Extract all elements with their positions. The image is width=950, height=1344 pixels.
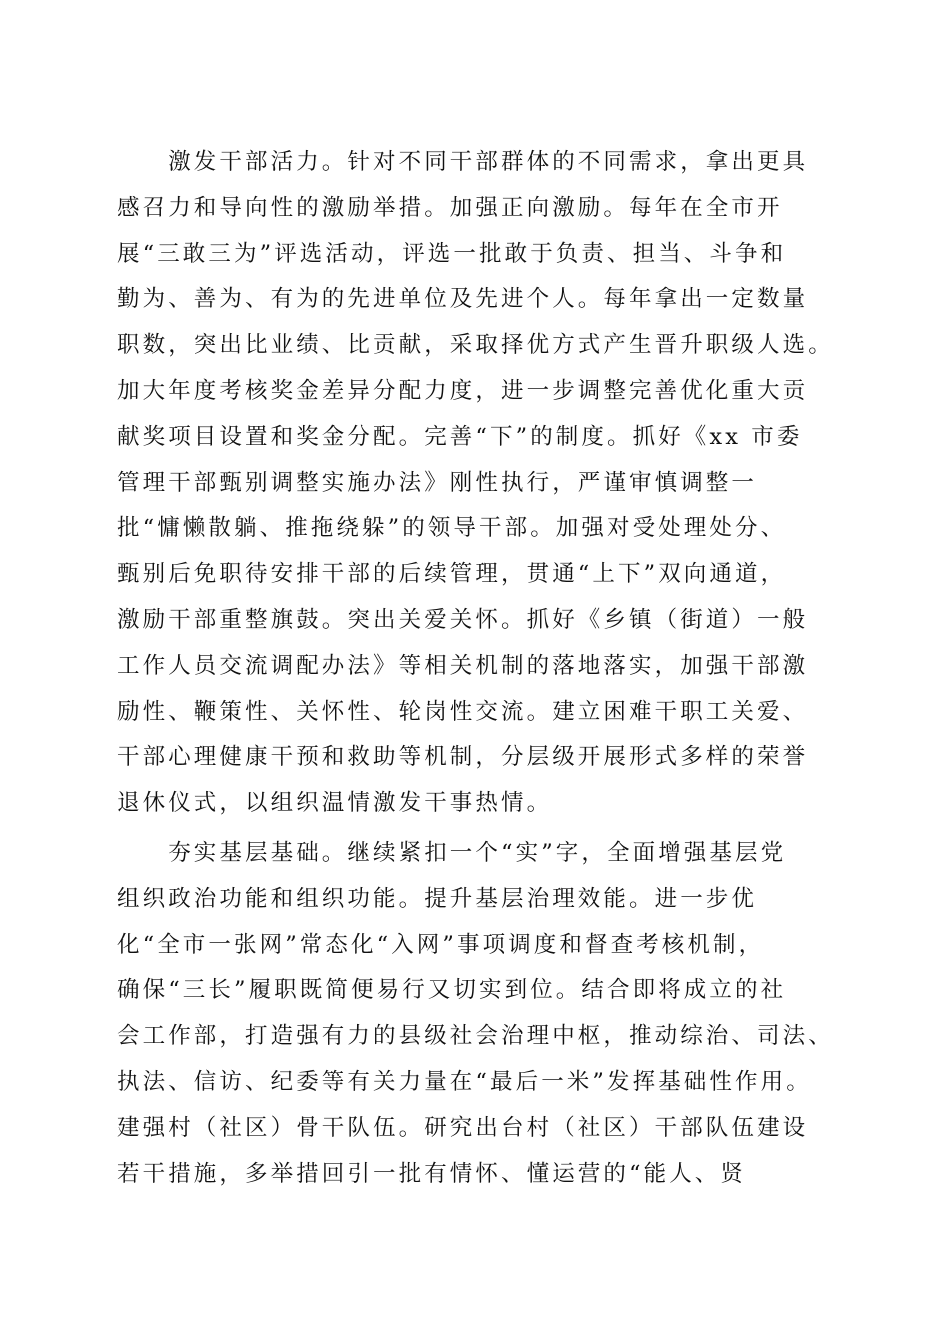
text-line: 若干措施，多举措回引一批有情怀、懂运营的“能人、贤 bbox=[117, 1160, 747, 1187]
text-line: 组织政治功能和组织功能。提升基层治理效能。进一步优 bbox=[117, 885, 758, 912]
text-line: 加大年度考核奖金差异分配力度，进一步调整完善优化重大贡 bbox=[117, 377, 809, 404]
text-line: 建强村（社区）骨干队伍。研究出台村（社区）干部队伍建设 bbox=[117, 1114, 809, 1141]
text-line: 职数，突出比业绩、比贡献，采取择优方式产生晋升职级人选。 bbox=[117, 332, 834, 359]
text-line: 会工作部，打造强有力的县级社会治理中枢，推动综治、司法、 bbox=[117, 1023, 834, 1050]
text-line: 励性、鞭策性、关怀性、轮岗性交流。建立困难干职工关爱、 bbox=[117, 698, 809, 725]
paragraph-grassroots-foundation bbox=[117, 831, 837, 1197]
text-line: 展“三敢三为”评选活动，评选一批敢于负责、担当、斗争和 bbox=[117, 240, 787, 267]
text-line: 管理干部甄别调整实施办法》刚性执行，严谨审慎调整一 bbox=[117, 469, 758, 496]
text-line: 化“全市一张网”常态化“入网”事项调度和督查考核机制， bbox=[117, 931, 765, 958]
text-line: 激励干部重整旗鼓。突出关爱关怀。抓好《乡镇（街道）一般 bbox=[117, 606, 809, 633]
text-line: 确保“三长”履职既简便易行又切实到位。结合即将成立的社 bbox=[117, 977, 787, 1004]
text-line: 激发干部活力。针对不同干部群体的不同需求，拿出更具 bbox=[117, 149, 809, 175]
text-line: 甄别后免职待安排干部的后续管理，贯通“上下”双向通道， bbox=[117, 561, 787, 588]
text-line: 干部心理健康干预和救助等机制，分层级开展形式多样的荣誉 bbox=[117, 744, 809, 771]
text-line: 执法、信访、纪委等有关力量在“最后一米”发挥基础性作用。 bbox=[117, 1068, 812, 1095]
text-line: 退休仪式，以组织温情激发干事热情。 bbox=[117, 790, 553, 817]
text-line: 献奖项目设置和奖金分配。完善“下”的制度。抓好《xx 市委 bbox=[117, 423, 803, 450]
text-line: 工作人员交流调配办法》等相关机制的落地落实，加强干部激 bbox=[117, 652, 809, 679]
text-line: 批“慵懒散躺、推拖绕躲”的领导干部。加强对受处理处分、 bbox=[117, 515, 787, 542]
text-line: 夯实基层基础。继续紧扣一个“实”字，全面增强基层党 bbox=[117, 839, 787, 866]
text-line: 勤为、善为、有为的先进单位及先进个人。每年拿出一定数量 bbox=[117, 286, 809, 313]
paragraph-cadre-vitality bbox=[117, 140, 837, 827]
document-body bbox=[117, 140, 837, 1197]
text-line: 感召力和导向性的激励举措。加强正向激励。每年在全市开 bbox=[117, 194, 783, 221]
